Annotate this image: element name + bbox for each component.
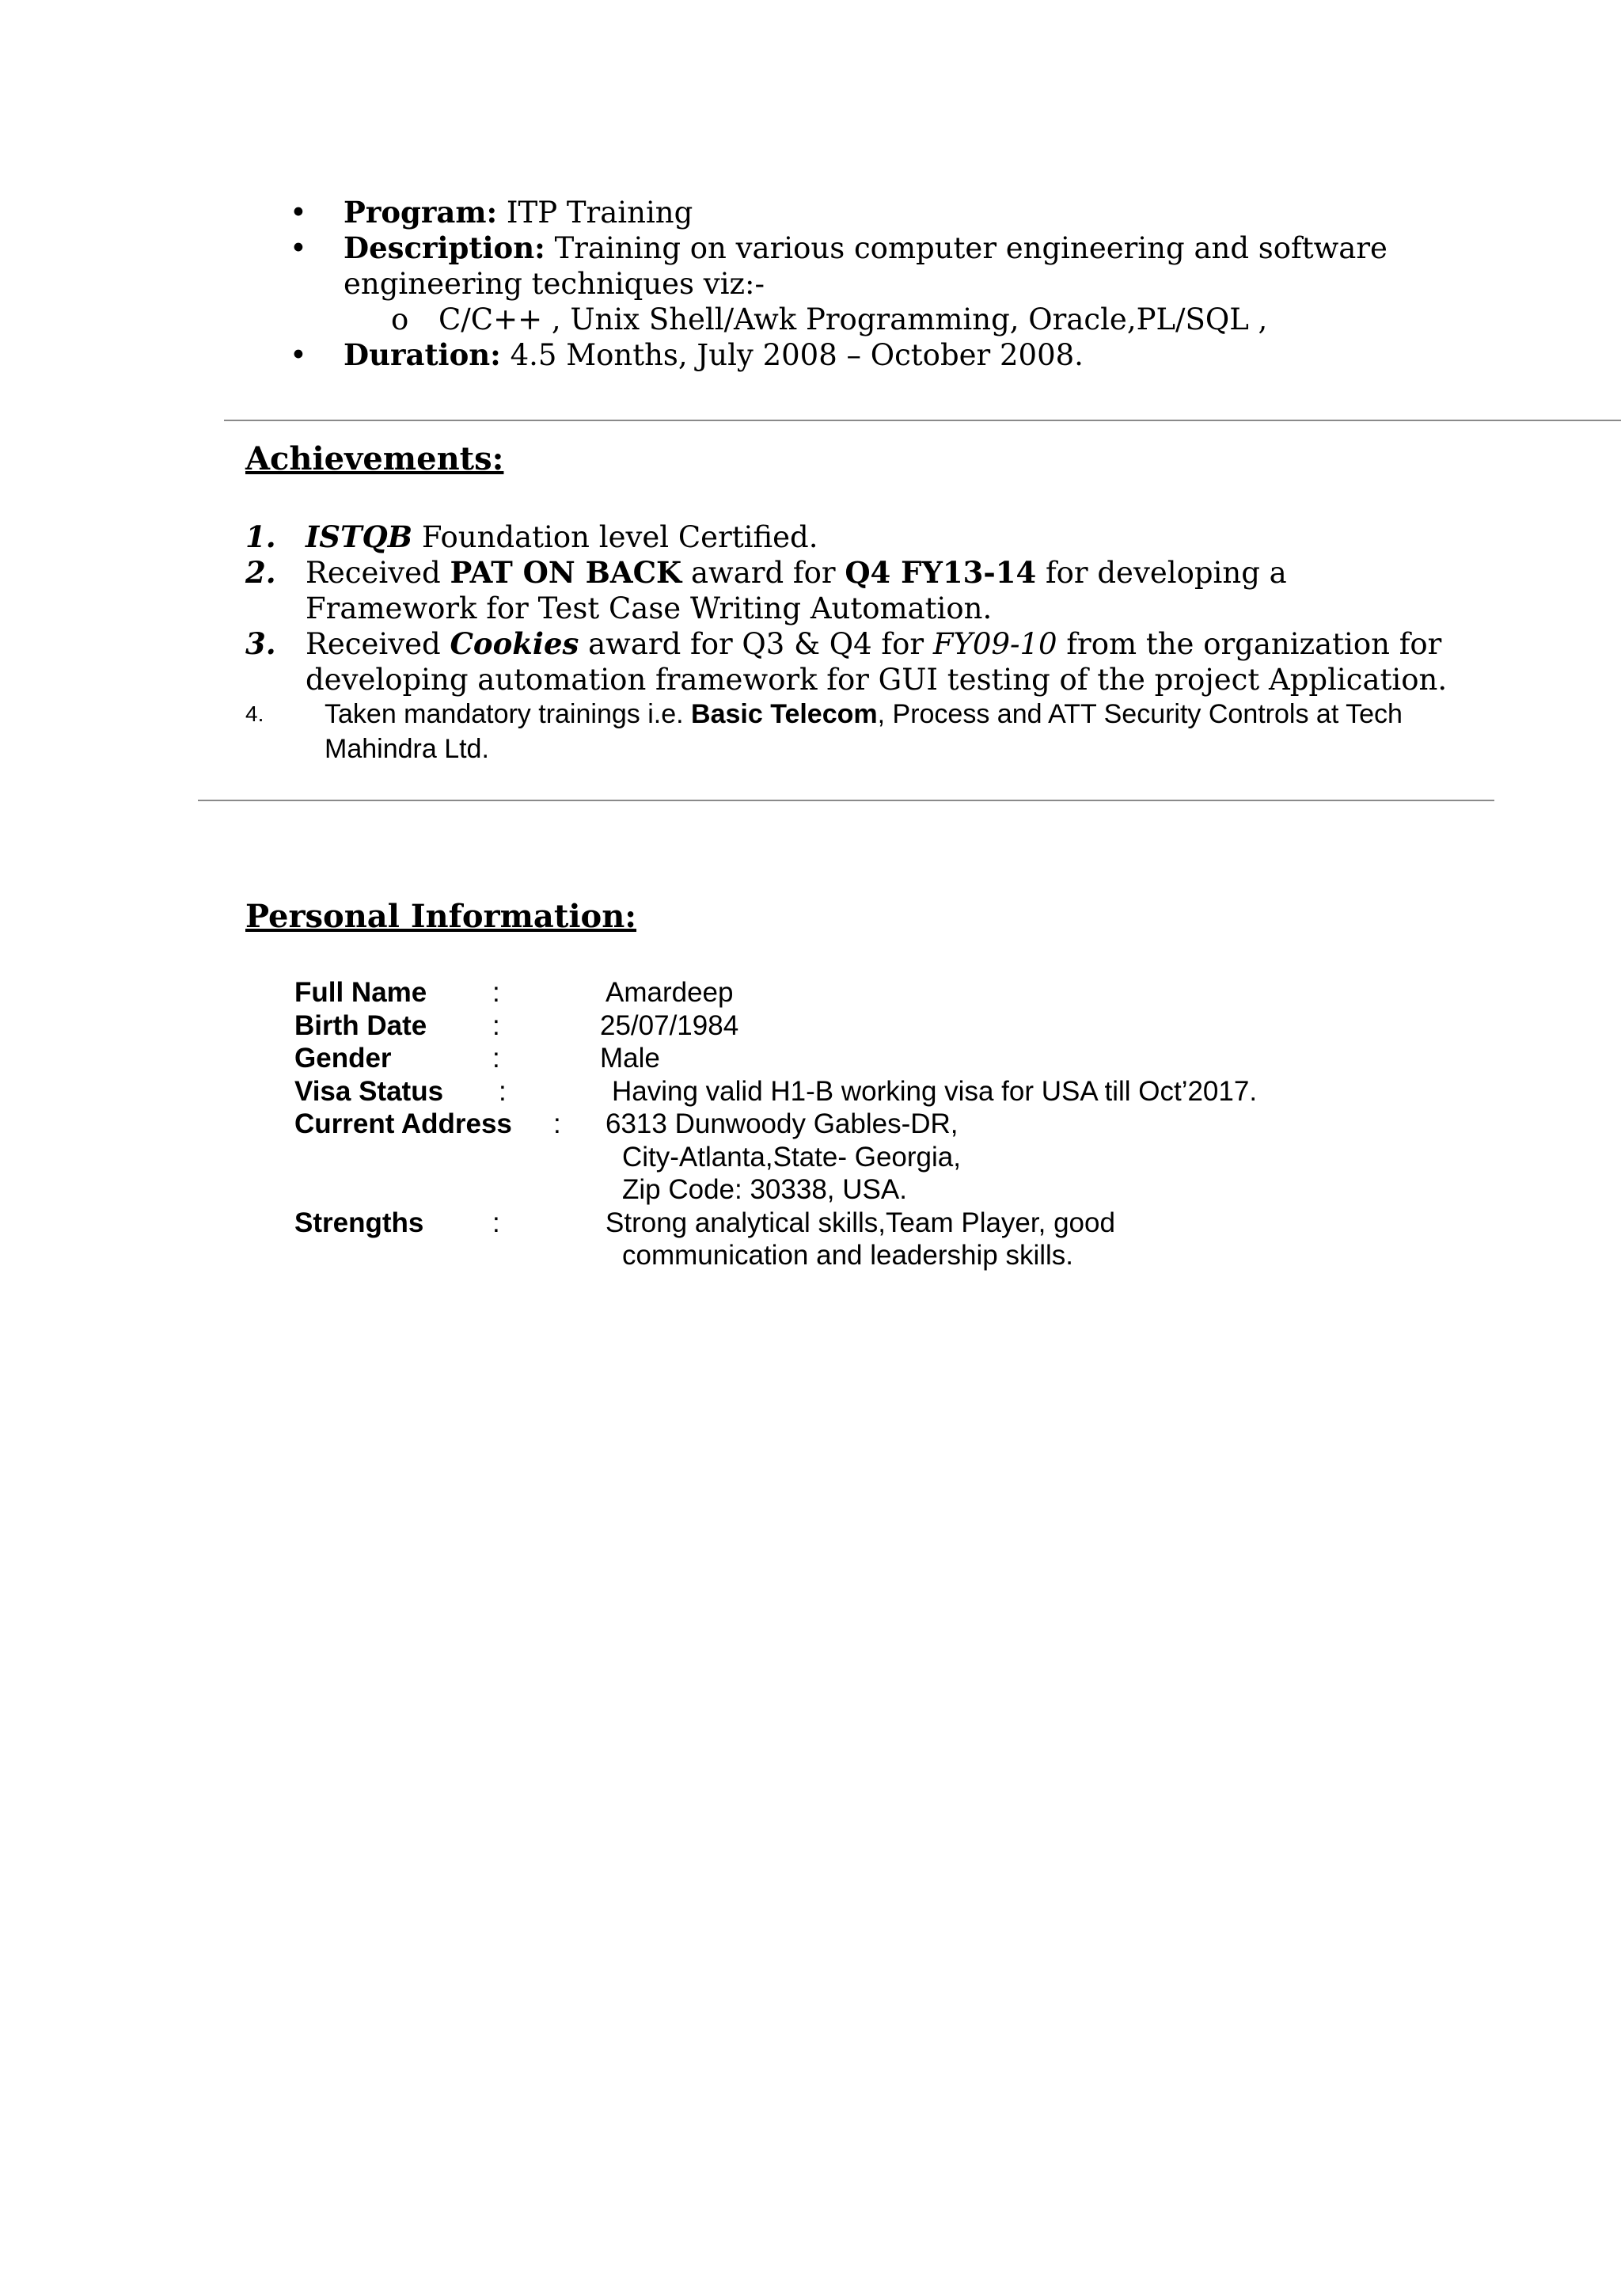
address-line-3: Zip Code: 30338, USA. [622,1174,907,1205]
address-line-1: 6313 Dunwoody Gables-DR, [606,1108,959,1139]
program-label: Program: [344,195,498,230]
achievement-text: Foundation level Certified. [412,520,818,554]
achievement-text: , Process and ATT Security Controls at Tech Mahindra Ltd. [325,699,1403,764]
program-item [290,195,1437,230]
item-number: 1. [245,519,276,554]
item-number: 3. [245,626,276,661]
achievement-text: award for [681,556,845,590]
colon: : [553,1108,561,1139]
achievement-text: Received [306,627,450,661]
visa-status-label: Visa Status [294,1075,444,1107]
duration-value: 4.5 Months, July 2008 – October 2008. [510,338,1084,372]
achievement-text: Received [306,556,450,590]
achievement-item [245,697,1448,766]
item-number: 4. [245,701,264,726]
gender-label: Gender [294,1043,392,1074]
full-name-value: Amardeep [606,977,734,1008]
achievement-text: for developing a Framework for Test Case Writing Automation. [306,556,1287,625]
colon: : [492,1043,500,1074]
sub-bullet: o [391,302,409,336]
achievement-item [245,626,1448,698]
description-label: Description: [344,230,545,265]
skills-subitem [290,302,1437,337]
colon: : [492,977,500,1008]
birth-date-label: Birth Date [294,1009,427,1041]
award-name: Cookies [450,626,579,661]
duration-label: Duration: [344,337,501,372]
visa-status-value: Having valid H1-B working visa for USA till Oct’2017. [612,1075,1258,1107]
bullet: • [290,231,307,265]
award-name: PAT ON BACK [450,555,682,590]
gender-value: Male [600,1043,660,1074]
achievements-list [245,519,1448,766]
colon: : [499,1075,507,1107]
training-name: Basic Telecom [691,699,878,729]
award-period: FY09-10 [932,627,1057,661]
bullet: • [290,338,307,372]
achievement-text: Taken mandatory trainings i.e. [325,699,692,729]
certification-name: ISTQB [306,519,413,554]
skills-value: C/C++ , Unix Shell/Awk Programming, Oracle,PL/SQL , [438,302,1268,336]
achievements-heading: Achievements: [245,440,504,477]
description-item [290,230,1437,302]
program-value: ITP Training [506,196,693,230]
item-number: 2. [245,555,276,590]
achievement-text: award for Q3 & Q4 for [579,627,933,661]
bullet: • [290,196,307,230]
strengths-line-2: communication and leadership skills. [622,1240,1073,1271]
current-address-label: Current Address [294,1108,512,1139]
birth-date-value: 25/07/1984 [600,1009,739,1041]
full-name-label: Full Name [294,977,427,1008]
training-details-list [290,195,1437,373]
achievement-item [245,519,1448,555]
personal-info-heading: Personal Information: [245,898,637,935]
colon: : [492,1207,500,1238]
duration-item [290,337,1437,373]
section-divider [198,800,1494,801]
section-divider [224,420,1621,421]
strengths-line-1: Strong analytical skills,Team Player, good [606,1207,1115,1238]
achievement-item [245,555,1448,626]
achievement-text: from the organization for developing automation framework for GUI testing of the project Application. [306,627,1448,697]
description-value: Training on various computer engineering and software engineering techniques viz:- [344,231,1388,301]
award-period: Q4 FY13-14 [845,555,1037,590]
strengths-label: Strengths [294,1207,424,1238]
colon: : [492,1009,500,1041]
address-line-2: City-Atlanta,State- Georgia, [622,1141,961,1173]
